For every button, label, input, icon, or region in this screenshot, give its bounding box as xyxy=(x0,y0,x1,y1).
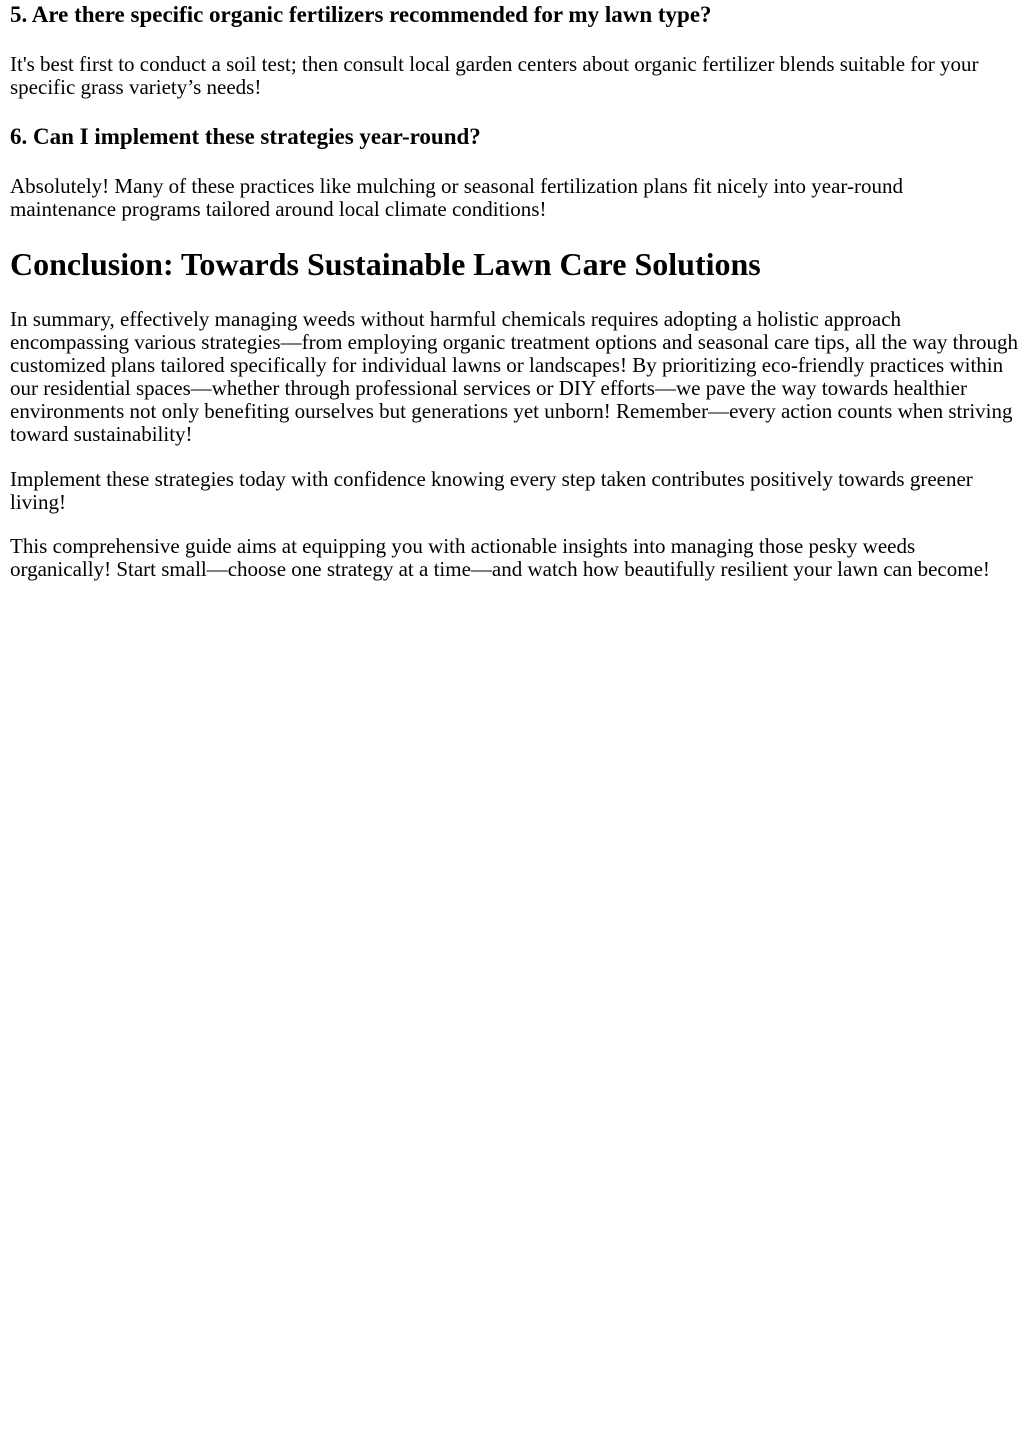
faq-question-5: 5. Are there specific organic fertilizers recommended for my lawn type? xyxy=(10,2,712,27)
faq-answer-5: It's best first to conduct a soil test; then consult local garden centers about organic fertilizer blends suitable for your specific grass variety’s needs! xyxy=(10,52,979,99)
conclusion-paragraph-implement: Implement these strategies today with confidence knowing every step taken contributes positively towards greener living! xyxy=(10,467,973,514)
faq-question-6: 6. Can I implement these strategies year-round? xyxy=(10,124,481,149)
conclusion-paragraph-summary: In summary, effectively managing weeds without harmful chemicals requires adopting a holistic approach encompassing various strategies—from employing organic treatment options and seasonal care tips, all the way through customized plans tailored specifically for individual lawns or landscapes! By prioritizing eco-friendly practices within our residential spaces—whether through professional services or DIY efforts—we pave the way towards healthier environments not only benefiting ourselves but generations yet unborn! Remember—every action counts when striving toward sustainability! xyxy=(10,307,1018,446)
conclusion-heading: Conclusion: Towards Sustainable Lawn Care Solutions xyxy=(10,246,761,282)
conclusion-paragraph-guide: This comprehensive guide aims at equipping you with actionable insights into managing those pesky weeds organically! Start small—choose one strategy at a time—and watch how beautifully resilient your lawn can become! xyxy=(10,534,990,581)
faq-answer-6: Absolutely! Many of these practices like mulching or seasonal fertilization plans fit nicely into year-round maintenance programs tailored around local climate conditions! xyxy=(10,174,903,221)
